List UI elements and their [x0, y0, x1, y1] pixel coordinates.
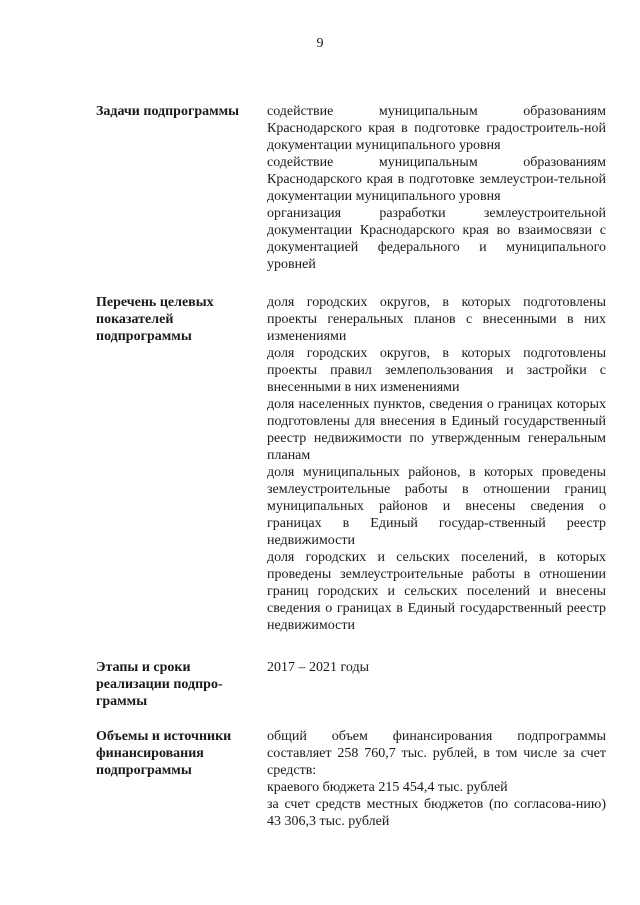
- row-content: [267, 294, 606, 634]
- list-item: доля городских округов, в которых подготовлены проекты генеральных планов с внесенными в них изменениями: [267, 295, 606, 344]
- list-item: доля городских округов, в которых подготовлены проекты правил землепользования и застройки с внесенными в них изменениями: [267, 346, 606, 395]
- row-label: Задачи подпрограммы: [96, 104, 240, 119]
- list-item: доля городских и сельских поселений, в которых проведены землеустроительные работы в отношении границ городских и сельских поселений и внесены сведения о границах в Единый государственный реестр недвижимости: [267, 550, 606, 633]
- row-label: Объемы и источники финансирования подпрограммы: [96, 729, 232, 778]
- list-item: содействие муниципальным образованиям Краснодарского края в подготовке градостроитель-ной документации муниципального уровня: [267, 104, 606, 153]
- list-item: содействие муниципальным образованиям Краснодарского края в подготовке землеустрои-тельной документации муниципального уровня: [267, 155, 606, 204]
- row-label: Этапы и сроки реализации подпро-граммы: [96, 660, 223, 709]
- list-item: за счет средств местных бюджетов (по согласова-нию) 43 306,3 тыс. рублей: [267, 797, 606, 829]
- list-item: организация разработки землеустроительной документации Краснодарского края во взаимосвязи с документацией федерального и муниципального уровней: [267, 206, 606, 272]
- row-label: Перечень целевых показателей подпрограммы: [96, 295, 214, 344]
- row-content: [267, 103, 606, 273]
- list-item: краевого бюджета 215 454,4 тыс. рублей: [267, 780, 508, 795]
- list-item: доля населенных пунктов, сведения о границах которых подготовлены для внесения в Единый государственный реестр недвижимости по утвержденным генеральным планам: [267, 397, 606, 463]
- page-number: 9: [316, 36, 324, 51]
- list-item: 2017 – 2021 годы: [267, 660, 370, 675]
- list-item: доля муниципальных районов, в которых проведены землеустроительные работы в отношении границ муниципальных районов и внесены сведения о границах в Единый государ-ственный реестр недвижимости: [267, 465, 606, 548]
- row-content: [267, 728, 606, 830]
- row-content: [267, 659, 606, 676]
- list-item: общий объем финансирования подпрограммы составляет 258 760,7 тыс. рублей, в том числе за счет средств:: [267, 729, 606, 778]
